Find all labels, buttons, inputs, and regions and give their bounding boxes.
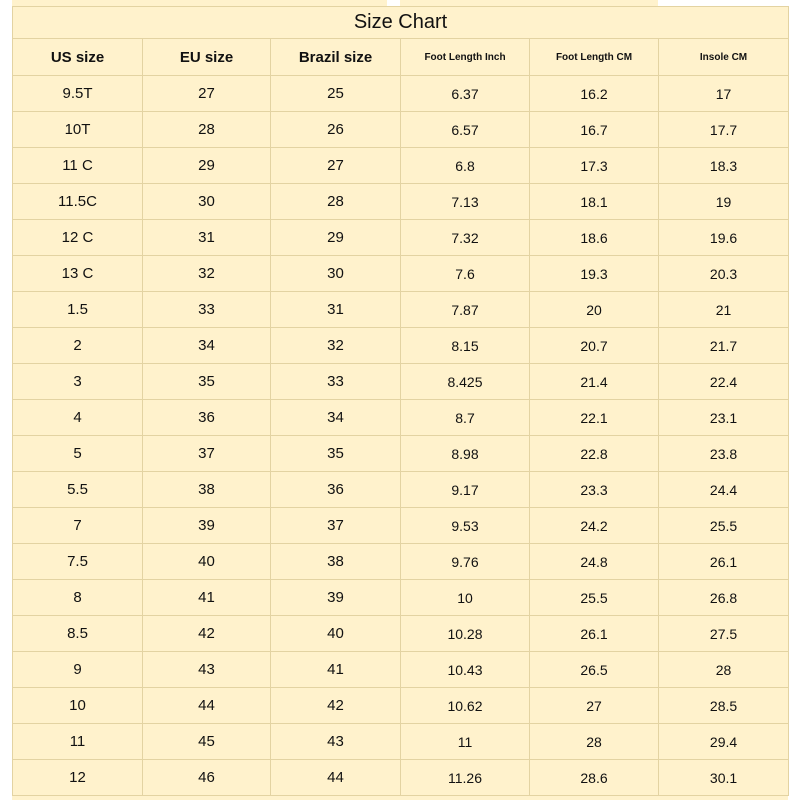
- cell-us-size: 12: [13, 760, 143, 796]
- table-row: [13, 76, 789, 112]
- column-header-eu-size: EU size: [143, 39, 271, 76]
- cell-eu-size: 38: [143, 472, 271, 508]
- cell-us-size: 11: [13, 724, 143, 760]
- table-row: [13, 436, 789, 472]
- column-header-insole-cm: Insole CM: [659, 39, 789, 76]
- cell-foot-length-cm: 18.1: [530, 184, 659, 220]
- cell-foot-length-inch: 10.28: [401, 616, 530, 652]
- cell-brazil-size: 27: [271, 148, 401, 184]
- cell-foot-length-inch: 7.87: [401, 292, 530, 328]
- table-row: [13, 364, 789, 400]
- cell-foot-length-cm: 16.2: [530, 76, 659, 112]
- cell-brazil-size: 31: [271, 292, 401, 328]
- cell-foot-length-inch: 8.7: [401, 400, 530, 436]
- cell-us-size: 1.5: [13, 292, 143, 328]
- table-row: [13, 616, 789, 652]
- cell-brazil-size: 41: [271, 652, 401, 688]
- cell-foot-length-inch: 6.37: [401, 76, 530, 112]
- cell-insole-cm: 17.7: [659, 112, 789, 148]
- right-margin: [788, 0, 800, 800]
- table-row: [13, 760, 789, 796]
- table-row: [13, 220, 789, 256]
- cell-foot-length-cm: 26.5: [530, 652, 659, 688]
- cell-foot-length-cm: 17.3: [530, 148, 659, 184]
- cell-foot-length-cm: 16.7: [530, 112, 659, 148]
- cell-brazil-size: 29: [271, 220, 401, 256]
- table-row: [13, 148, 789, 184]
- cell-brazil-size: 32: [271, 328, 401, 364]
- cell-foot-length-cm: 20.7: [530, 328, 659, 364]
- cell-brazil-size: 39: [271, 580, 401, 616]
- cell-eu-size: 29: [143, 148, 271, 184]
- cell-foot-length-inch: 8.15: [401, 328, 530, 364]
- cell-foot-length-cm: 22.8: [530, 436, 659, 472]
- cell-brazil-size: 42: [271, 688, 401, 724]
- cell-eu-size: 33: [143, 292, 271, 328]
- cell-brazil-size: 37: [271, 508, 401, 544]
- cell-us-size: 7: [13, 508, 143, 544]
- cell-foot-length-inch: 6.57: [401, 112, 530, 148]
- cell-foot-length-cm: 24.2: [530, 508, 659, 544]
- table-row: [13, 688, 789, 724]
- table-row: [13, 400, 789, 436]
- cell-insole-cm: 21: [659, 292, 789, 328]
- cell-us-size: 5: [13, 436, 143, 472]
- table-row: [13, 472, 789, 508]
- cell-us-size: 5.5: [13, 472, 143, 508]
- cell-insole-cm: 28: [659, 652, 789, 688]
- cell-us-size: 8.5: [13, 616, 143, 652]
- cell-eu-size: 46: [143, 760, 271, 796]
- cell-insole-cm: 17: [659, 76, 789, 112]
- column-header-foot-length-inch: Foot Length Inch: [401, 39, 530, 76]
- cell-foot-length-inch: 8.98: [401, 436, 530, 472]
- cell-foot-length-cm: 25.5: [530, 580, 659, 616]
- column-header-us-size: US size: [13, 39, 143, 76]
- cell-eu-size: 39: [143, 508, 271, 544]
- chart-title: Size Chart: [13, 7, 789, 39]
- cell-insole-cm: 23.8: [659, 436, 789, 472]
- table-row: [13, 184, 789, 220]
- cell-foot-length-inch: 9.53: [401, 508, 530, 544]
- table-row: [13, 724, 789, 760]
- cell-us-size: 13 C: [13, 256, 143, 292]
- cell-foot-length-cm: 20: [530, 292, 659, 328]
- cell-us-size: 12 C: [13, 220, 143, 256]
- cell-eu-size: 37: [143, 436, 271, 472]
- cell-brazil-size: 26: [271, 112, 401, 148]
- cell-us-size: 9.5T: [13, 76, 143, 112]
- cell-insole-cm: 25.5: [659, 508, 789, 544]
- table-row: [13, 328, 789, 364]
- cell-us-size: 2: [13, 328, 143, 364]
- cell-insole-cm: 26.8: [659, 580, 789, 616]
- column-header-foot-length-cm: Foot Length CM: [530, 39, 659, 76]
- cell-foot-length-cm: 22.1: [530, 400, 659, 436]
- cell-brazil-size: 43: [271, 724, 401, 760]
- cell-insole-cm: 24.4: [659, 472, 789, 508]
- cell-us-size: 11.5C: [13, 184, 143, 220]
- cell-insole-cm: 30.1: [659, 760, 789, 796]
- cell-eu-size: 41: [143, 580, 271, 616]
- cell-foot-length-inch: 8.425: [401, 364, 530, 400]
- cell-insole-cm: 28.5: [659, 688, 789, 724]
- cell-foot-length-inch: 10.43: [401, 652, 530, 688]
- table-row: [13, 580, 789, 616]
- cell-insole-cm: 18.3: [659, 148, 789, 184]
- cell-insole-cm: 26.1: [659, 544, 789, 580]
- cell-foot-length-inch: 7.6: [401, 256, 530, 292]
- cell-eu-size: 36: [143, 400, 271, 436]
- cell-brazil-size: 38: [271, 544, 401, 580]
- cell-foot-length-cm: 28.6: [530, 760, 659, 796]
- cell-foot-length-inch: 11.26: [401, 760, 530, 796]
- table-row: [13, 652, 789, 688]
- cell-foot-length-inch: 6.8: [401, 148, 530, 184]
- cell-insole-cm: 20.3: [659, 256, 789, 292]
- cell-eu-size: 30: [143, 184, 271, 220]
- cell-brazil-size: 34: [271, 400, 401, 436]
- cell-brazil-size: 33: [271, 364, 401, 400]
- cell-eu-size: 27: [143, 76, 271, 112]
- cell-foot-length-inch: 7.32: [401, 220, 530, 256]
- cell-us-size: 11 C: [13, 148, 143, 184]
- cell-foot-length-inch: 7.13: [401, 184, 530, 220]
- cell-eu-size: 32: [143, 256, 271, 292]
- cell-brazil-size: 25: [271, 76, 401, 112]
- cell-foot-length-cm: 21.4: [530, 364, 659, 400]
- header-row: [13, 39, 789, 76]
- cell-eu-size: 40: [143, 544, 271, 580]
- cell-eu-size: 43: [143, 652, 271, 688]
- cell-foot-length-cm: 26.1: [530, 616, 659, 652]
- cell-eu-size: 44: [143, 688, 271, 724]
- cell-insole-cm: 27.5: [659, 616, 789, 652]
- cell-foot-length-inch: 10: [401, 580, 530, 616]
- cell-foot-length-cm: 28: [530, 724, 659, 760]
- cell-insole-cm: 19.6: [659, 220, 789, 256]
- cell-foot-length-inch: 9.17: [401, 472, 530, 508]
- cell-foot-length-cm: 23.3: [530, 472, 659, 508]
- cell-insole-cm: 23.1: [659, 400, 789, 436]
- column-header-brazil-size: Brazil size: [271, 39, 401, 76]
- table-row: [13, 292, 789, 328]
- cell-brazil-size: 44: [271, 760, 401, 796]
- cell-foot-length-cm: 27: [530, 688, 659, 724]
- table-row: [13, 544, 789, 580]
- cell-us-size: 7.5: [13, 544, 143, 580]
- cell-insole-cm: 19: [659, 184, 789, 220]
- cell-eu-size: 34: [143, 328, 271, 364]
- table-row: [13, 508, 789, 544]
- table-row: [13, 112, 789, 148]
- cell-brazil-size: 30: [271, 256, 401, 292]
- cell-brazil-size: 28: [271, 184, 401, 220]
- cell-insole-cm: 22.4: [659, 364, 789, 400]
- cell-insole-cm: 29.4: [659, 724, 789, 760]
- cell-eu-size: 31: [143, 220, 271, 256]
- cell-eu-size: 45: [143, 724, 271, 760]
- cell-foot-length-inch: 10.62: [401, 688, 530, 724]
- cell-brazil-size: 35: [271, 436, 401, 472]
- cell-us-size: 3: [13, 364, 143, 400]
- cell-eu-size: 28: [143, 112, 271, 148]
- cell-us-size: 8: [13, 580, 143, 616]
- cell-foot-length-inch: 11: [401, 724, 530, 760]
- table-row: [13, 256, 789, 292]
- title-row: [13, 7, 789, 39]
- cell-us-size: 9: [13, 652, 143, 688]
- cell-us-size: 4: [13, 400, 143, 436]
- cell-insole-cm: 21.7: [659, 328, 789, 364]
- cell-foot-length-cm: 24.8: [530, 544, 659, 580]
- cell-foot-length-cm: 19.3: [530, 256, 659, 292]
- cell-brazil-size: 36: [271, 472, 401, 508]
- cell-eu-size: 35: [143, 364, 271, 400]
- size-chart-table: [12, 6, 789, 796]
- cell-brazil-size: 40: [271, 616, 401, 652]
- table-body: [13, 76, 789, 796]
- cell-us-size: 10: [13, 688, 143, 724]
- cell-us-size: 10T: [13, 112, 143, 148]
- cell-foot-length-inch: 9.76: [401, 544, 530, 580]
- cell-eu-size: 42: [143, 616, 271, 652]
- cell-foot-length-cm: 18.6: [530, 220, 659, 256]
